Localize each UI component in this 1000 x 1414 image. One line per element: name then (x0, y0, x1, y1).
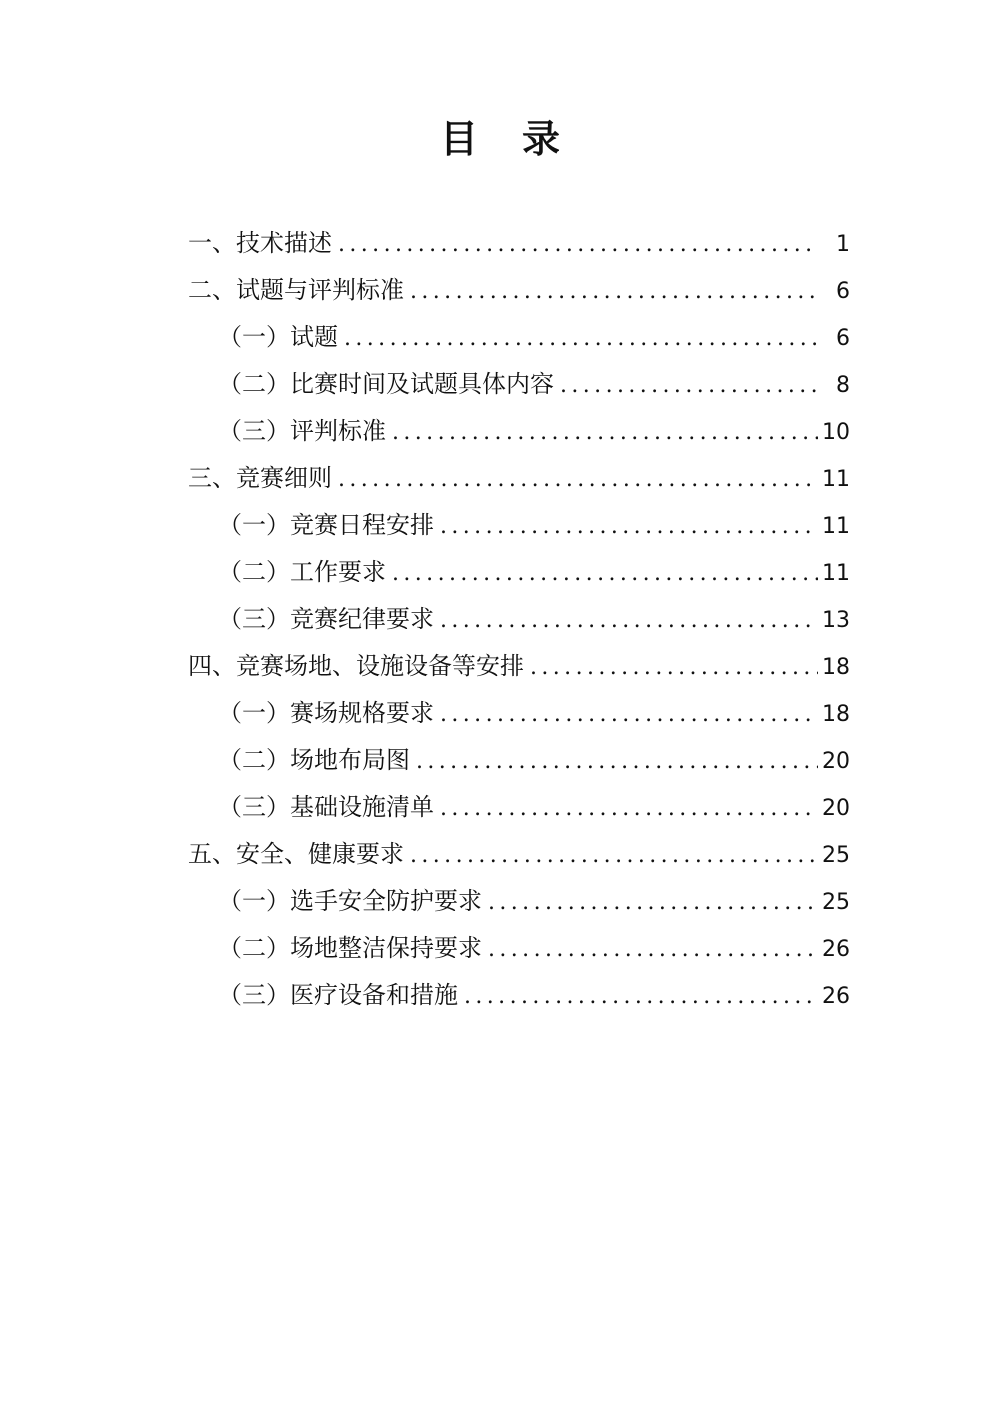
toc-leader-dots (488, 879, 818, 926)
toc-subentry[interactable] (188, 878, 850, 925)
toc-entry-label: 三、竞赛细则 (188, 464, 332, 492)
toc-entry-label: （二）场地布局图 (218, 746, 410, 774)
toc-leader-dots (392, 409, 818, 456)
toc-entry[interactable] (188, 267, 850, 314)
toc-entry-label: （三）竞赛纪律要求 (218, 605, 434, 633)
toc-leader-dots (440, 785, 818, 832)
toc-leader-dots (440, 503, 818, 550)
toc-entry-page: 1 (836, 232, 850, 257)
toc-entry-page: 6 (836, 279, 850, 304)
toc-entry-label: 二、试题与评判标准 (188, 276, 404, 304)
toc-entry-label: （一）赛场规格要求 (218, 699, 434, 727)
toc-leader-dots (392, 550, 818, 597)
toc-subentry[interactable] (188, 549, 850, 596)
toc-leader-dots (560, 362, 818, 409)
toc-entry[interactable] (188, 220, 850, 267)
toc-subentry[interactable] (188, 502, 850, 549)
toc-entry-label: （二）比赛时间及试题具体内容 (218, 370, 554, 398)
toc-subentry[interactable] (188, 690, 850, 737)
toc-entry-label: （三）基础设施清单 (218, 793, 434, 821)
toc-entry[interactable] (188, 455, 850, 502)
toc-entry-label: （二）工作要求 (218, 558, 386, 586)
toc-entry-page: 10 (822, 420, 850, 445)
toc-entry-page: 8 (836, 373, 850, 398)
page-title (0, 108, 1000, 163)
toc-entry-label: （二）场地整洁保持要求 (218, 934, 482, 962)
toc-entry-page: 18 (822, 702, 850, 727)
toc-entry-label: （一）试题 (218, 323, 338, 351)
toc-entry-label: （三）医疗设备和措施 (218, 981, 458, 1009)
toc-leader-dots (410, 268, 818, 315)
toc-leader-dots (488, 926, 818, 973)
toc-leader-dots (464, 973, 818, 1020)
toc-entry-label: （三）评判标准 (218, 417, 386, 445)
toc-leader-dots (338, 221, 818, 268)
toc-leader-dots (530, 644, 818, 691)
toc-entry-label: （一）竞赛日程安排 (218, 511, 434, 539)
toc-entry-label: 五、安全、健康要求 (188, 840, 404, 868)
title-char-2: 录 (522, 117, 561, 161)
toc-entry-page: 18 (822, 655, 850, 680)
toc-subentry[interactable] (188, 784, 850, 831)
toc-subentry[interactable] (188, 408, 850, 455)
toc-subentry[interactable] (188, 737, 850, 784)
toc-entry-page: 20 (822, 749, 850, 774)
toc-entry-page: 11 (822, 514, 850, 539)
toc-entry[interactable] (188, 643, 850, 690)
toc-entry-page: 6 (836, 326, 850, 351)
toc-leader-dots (440, 597, 818, 644)
toc-entry[interactable] (188, 831, 850, 878)
toc-entry-page: 11 (822, 467, 850, 492)
toc-leader-dots (410, 832, 818, 879)
toc-entry-page: 26 (822, 937, 850, 962)
toc-entry-page: 20 (822, 796, 850, 821)
toc-subentry[interactable] (188, 314, 850, 361)
title-char-1: 目 (439, 117, 478, 161)
toc-entry-page: 11 (822, 561, 850, 586)
toc-leader-dots (338, 456, 818, 503)
toc-entry-label: 一、技术描述 (188, 229, 332, 257)
toc-leader-dots (440, 691, 818, 738)
toc-leader-dots (416, 738, 818, 785)
toc-subentry[interactable] (188, 361, 850, 408)
toc-entry-label: （一）选手安全防护要求 (218, 887, 482, 915)
toc-leader-dots (344, 315, 818, 362)
toc-entry-page: 26 (822, 984, 850, 1009)
toc-subentry[interactable] (188, 972, 850, 1019)
toc-entry-page: 13 (822, 608, 850, 633)
toc-subentry[interactable] (188, 925, 850, 972)
toc-entry-page: 25 (822, 843, 850, 868)
toc-entry-page: 25 (822, 890, 850, 915)
toc-entry-label: 四、竞赛场地、设施设备等安排 (188, 652, 524, 680)
toc-subentry[interactable] (188, 596, 850, 643)
table-of-contents (188, 220, 850, 1019)
